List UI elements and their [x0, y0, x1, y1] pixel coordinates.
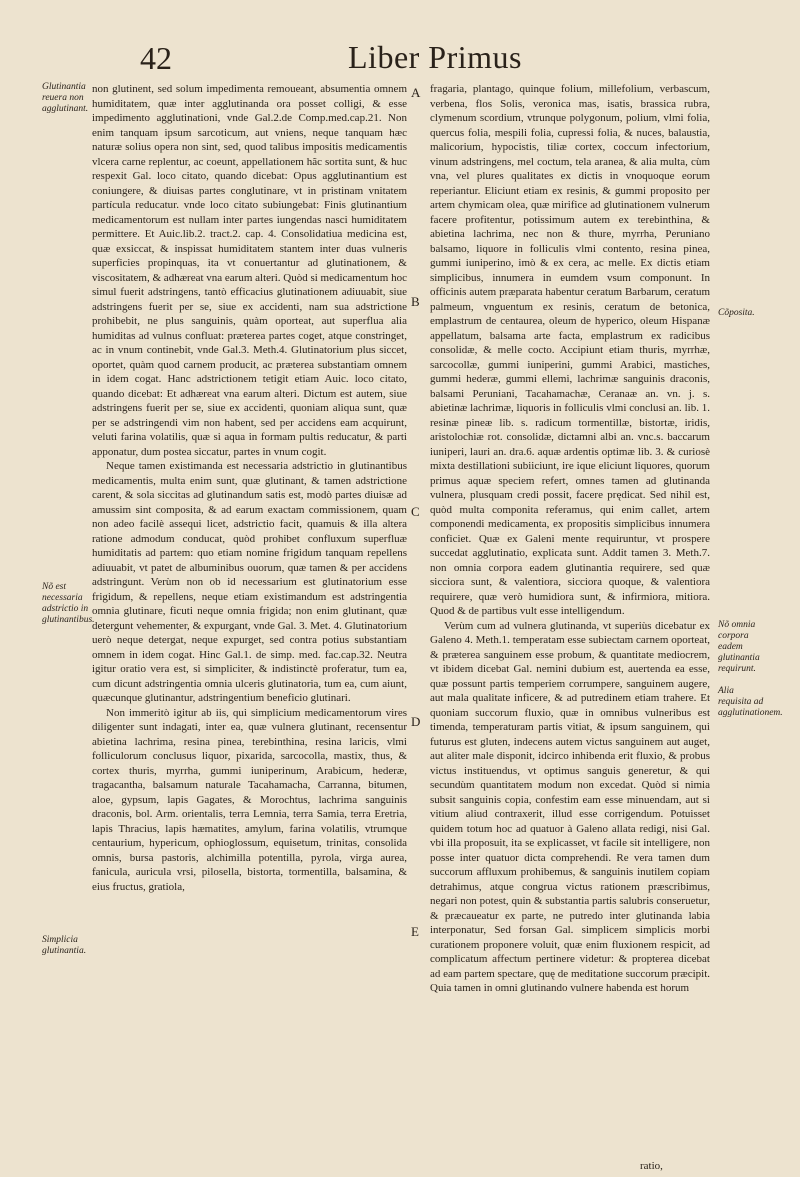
section-letter-b: B: [411, 294, 420, 309]
section-letter-e: E: [411, 924, 419, 939]
paragraph: fragaria, plantago, quinque folium, millefolium, verbascum, verbena, flos Solis, veronica mas, isatis, brassica rubra, clymenum scordium, vtrunque polygonum, polium, vlmi folia, quercus folia, mespili folia, cupressi folia, & nuces, balaustia, malicorium, hypocistis, tiliæ cortex, coccum infectorium, vinum adstringens, mel coctum, tela aranea, & alia multa, cùm vna, vel plures qualitates ex dictis in vnoquoque eorum reperiantur. Eliciunt etiam ex resinis, & gummi proposito per artem chymicam olea, quæ mirifice ad glutinationem vulnerum facere profitentur, potissimum autem ex terebinthina, & abietina lachrima, nec non & thure, myrrha, Peruniano balsamo, liquore in folliculis vlmi contento, resina pinea, gummi iuniperino, imò & ex cera, ac melle. Ex dictis etiam simplicibus, innumera in eumdem vsum componunt. In officinis autem præparata habentur ceratum Barbarum, ceratum palmeum, vnguentum ex resinis, ceratum de betonica, emplastrum de centaurea, oleum de hyperico, oleum Hispanæ appellatum, balsama arte facta, emplastrum ex radicibus consolidæ, & melle cocto. Accipiunt etiam thuris, myrrhæ, sarcocollæ, gummi iuniperini, gummi Arabici, mastiches, gummi hederæ, gummi ellemi, lachrimæ sanguinis draconis, balsami Peruniani, Tacahamachæ, Ceranaæ an. vn. j. s. abietinæ lachrimæ, liquoris in folliculis vlmi conclusi an. lib. 1. resinæ pineæ lib. s. radicum tormentillæ, bistortæ, iridis, aristolochiæ rot. consolidæ, dictamni albi an. vnc.s. baccarum iuniperi, lauri an. dra.6. aquæ ardentis optimæ lib. 3. & curiosè mixta destillationi subiiciunt, ire ique eliciunt liquores, quorum primus aquæ speciem refert, omnes tamen ad glutinanda vulnera, plusquam credi possit, facere prędicat. Sed nihil est, quòd multa componita referamus, qui enim callet, artem componendi medicamenta, ex propositis simplicibus innumera conficiet. Quæ ex Galeni mente requiruntur, vt prospere succedat agglutinatio, explicata sunt. Addit tamen 3. Meth.7. non omnia corpora eadem glutinantia requirere, sed quæ sicciora sunt, & valentiora, sicciora quoque, & valentiora requirere, quæ verò humidiora sunt, & infirmiora, mitiora. Quod & de partibus vult esse intelligendum.: [430, 83, 710, 617]
left-column: [92, 82, 407, 1152]
margin-note-right-3: Alia requisita ad agglutinationem.: [718, 686, 783, 718]
margin-note-right-1: Cõposita.: [718, 308, 755, 318]
catchword: ratio,: [640, 1160, 663, 1172]
margin-note-left-2: Nõ est necessaria adstrictio in glutinantibus.: [42, 582, 95, 625]
paragraph: Non immeritò igitur ab iis, qui simplicium medicamentorum vires diligenter sunt indagati, inter ea, quæ vulnera glutinant, recensentur abietina lachrima, resina pinea, terebinthina, resina laricis, vlmi folliculorum conclusus liquor, pixarida, sarcocolla, mastix, thus, & cortex thuris, myrrha, gummi iuniperinum, Arabicum, hederæ, tragacantha, balsamum naturale Tacahamacha, Carranna, bitumen, aloe, gypsum, lapis Gagates, & Morochtus, lachrima sanguinis draconis, bol. Arm. orientalis, terra Lemnia, terra Samia, terra Eretria, lapis Thracius, lapis hæmatites, amylum, farina volatilis, vtrumque centaurium, hypericum, ophioglossum, equisetum, trinitas, consolida omnis, bursa pastoris, alchimilla potentilla, pyrola, virga aurea, fanicula, auricula vrsi, pilosella, bistorta, tormentilla, balsamina, & eius fructus, gratiola,: [92, 706, 407, 893]
margin-note-left-1: Glutinantia reuera non agglutinant.: [42, 82, 89, 114]
page-title: Liber Primus: [348, 39, 522, 75]
section-letter-d: D: [411, 714, 421, 729]
section-letter-a: A: [411, 85, 421, 100]
paragraph: Neque tamen existimanda est necessaria adstrictio in glutinantibus medicamentis, multa enim sunt, quæ glutinant, & tamen adstrictione carent, & sola siccitas ad glutinandum satis est, modò partes diuisæ ad amussim sint composita, & ad earum exactam commissionem, quam non adeo facilè assequi licet, adstrictio facit, quamuis & illa altera ratione admodum conducat, quòd prohibet confluxum superfluæ humiditatis ad partem: quo etiam nomine frigidum tanquam repellens adiuuabit, vt patet de albuminibus ouorum, quæ tamen & per accidens adstringunt. Verùm non ob id necessarium est glutinatorium esse frigidum, & repellens, neque etiam existimandum est adstringentia omnia glutinare, ficuti neque omnia frigida; non enim glutinant, quæ detergunt vehementer, & expurgant, vnde Gal. 3. Met. 4. Glutinatorium uerò neque detergat, neque expurget, sed contra potius substantiam omnem in idem cogat. Hinc Gal.1. de simp. med. fac.cap.32. Neutra igitur oratio vera est, si simpliciter, & indistinctè proferatur, tum ea, cum dicunt adstringentia omnia ulceris glutinatoria, tum ea, cum aiunt, quæcunque glutinantur, adstringentium beneficio glutinari.: [92, 460, 407, 704]
margin-note-right-2: Nõ omnia corpora eadem glutinantia requirunt.: [718, 620, 760, 674]
section-letter-c: C: [411, 504, 420, 519]
page-number: 42: [140, 40, 172, 76]
margin-note-left-3: Simplicia glutinantia.: [42, 935, 87, 956]
right-column: [430, 82, 710, 1152]
paragraph: Verùm cum ad vulnera glutinanda, vt superiùs dicebatur ex Galeno 4. Meth.1. temperatam esse subiectam carnem oporteat, & præterea sanguinem esse probum, & quantitate mediocrem, vt ibidem dicebat Gal. nemini dubium est, auertenda ea esse, quæ possunt partis temperiem corrumpere, sanguinem augere, aut mala qualitate inficere, & ad putredinem etiam trahere. Et quoniam succorum fluxio, quæ in omnibus vulneribus est timenda, temperaturam partis vitiat, & ipsum sanguinem, qui futurus est gluten, indecens autem victus sanguinem aut auget, aut aliter male disponit, idcirco inhibenda erit fluxio, & probus victus instituendus, vt optimus sanguis generetur, & qui secundùm quantitatem modum non excedat. Quòd si nimia subsit sanguinis copia, confestim eam esse minuendam, aut si vitium aliud contraxerit, illud esse corrigendum. Potuisset quidem totum hoc ad quatuor à Galeno allata redigi, nisi Gal. vbi illa proposuit, ita se explicasset, vt facile sit intelligere, non posse inter quatuor dicta comprehendi. Re vera tamen dum succorum affluxum prohibemus, & sanguinis inutilem copiam detrahimus, atque congrua victus rationem præscribimus, negari non potest, quin & substantia partis salubris conseruetur, & præcaueatur ex parte, ne putredo inter glutinanda labia interponatur, Sed forsan Gal. simplicem simplicis morbi curationem proponere voluit, quæ enim fluxionem respicit, ad complicatum affectum pertinere videtur: & propterea dicebat ad eam partem spectare, quę de meditatione succorum præcipit. Quia tamen in omni glutinando vulnere habenda est horum: [430, 619, 710, 994]
paragraph: non glutinent, sed solum impedimenta remoueant, absumentia omnem humiditatem, quæ inter agglutinanda ora posset colligi, & esse impedimento agglutinationi, vnde Gal.2.de Comp.med.cap.21. Non enim tanquam ipsum sarcoticum, aut vniens, neque tanquam hæc naturæ solius opera non sint, sed, quod talibus impositis medicamentis vlcera carne replentur, ac coeunt, appellationem hãc sortita sunt, & huc respexit Gal. loco citato, quando dicebat: Opus agglutinantium est coniungere, & diuisas partes conglutinare, vt in pristinam vnitatem partícula reducatur. vnde loco citato subiungebat: Finis glutinantium medicamentorum est nullam inter partes iungendas nasci humiditatem permittere. Et Auic.lib.2. tract.2. cap. 4. Consolidatiua medicina est, quæ exsiccat, & inspissat humiditatem stantem inter duas vulneris superficies propinquas, ita vt conuertantur ad glutinationem, & viscositatem, & adhæreat vna earum alteri. Quòd si medicamentum hoc simul fuerit adstringens, tantò efficacius glutinationem adiuuabit, siue adstringens fuerit per se, siue ex accidenti, nam sua adstrictione prohibebit, ne plus sanguinis, quàm oporteat, aut superflua alia humiditas ad vulnus confluat: præterea partes coget, atque constringet, ac in vnum continebit, vnde Gal.3. Meth.4. Glutinatorium plus siccet, oportet, quàm quod carnem producit, ac præterea substantiam omnem in idem cogat. Hanc adstrictionem tetigit etiam Auic. loco citato, quando dicebat: Et adhæreat vna earum alteri. Dictum est autem, siue adstringens fuerit per se, siue ex accidenti, quoniam aliqua sunt, quæ per se adstringendi vim non habent, sed per accidens eam acquirunt, veluti farina volatilis, quæ si aqua in formam pultis reducatur, & parti apponatur, dum postea siccatur, partes in vnum cogit.: [92, 83, 407, 458]
